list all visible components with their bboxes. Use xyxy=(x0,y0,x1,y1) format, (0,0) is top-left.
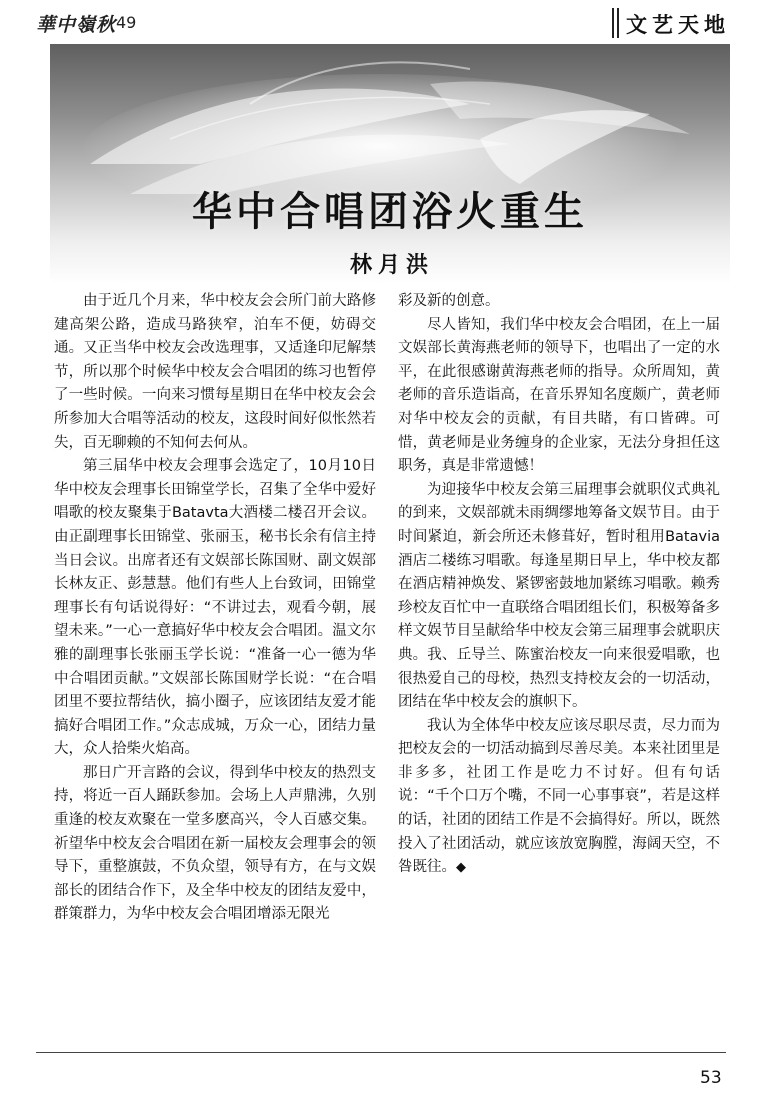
paragraph-continuation: 彩及新的创意。 xyxy=(398,293,500,309)
footer-divider xyxy=(36,1052,726,1053)
paragraph: 为迎接华中校友会第三届理事会就职仪式典礼的到来，文娱部就未雨绸缪地筹备文娱节目。由于时间紧迫，新会所还未修葺好，暂时租用Batavia酒店二楼练习唱歌。每逢星期日早上，华中校友都在酒店精神焕发、紧锣密鼓地加紧练习唱歌。赖秀珍校友百忙中一直联络合唱团组长们，积极筹备多样文娱节目呈献给华中校友会第三届理事会就职庆典。我、丘导兰、陈蜜治校友一向来很爱唱歌，也很热爱自己的母校，热烈支持校友会的一切活动，团结在华中校友会的旗帜下。 xyxy=(398,481,720,711)
left-column xyxy=(54,290,376,927)
page-number: 53 xyxy=(700,1068,722,1088)
end-diamond-icon: ◆ xyxy=(456,860,466,876)
paragraph: 尽人皆知，我们华中校友会合唱团，在上一届文娱部长黄海燕老师的领导下，也唱出了一定的水平，在此很感谢黄海燕老师的指导。众所周知，黄老师的音乐造诣高，在音乐界知名度颇广，黄老师对华中校友会的贡献，有目共睹，有口皆碑。可惜，黄老师是业务缠身的企业家，无法分身担任这职务，真是非常遗憾！ xyxy=(398,316,720,475)
magazine-logo: 華中嶺秋 xyxy=(36,14,117,36)
article-author: 林月洪 xyxy=(350,252,435,278)
section-title: 文艺天地 xyxy=(626,12,730,37)
paragraph-text: 我认为全体华中校友应该尽职尽责，尽力而为把校友会的一切活动搞到尽善尽美。本来社团里是非多多，社团工作是吃力不讨好。但有句话说：“千个口万个嘴，不同一心事事衰”，若是这样的话，社团的团结工作是不会搞得好。所以，既然投入了社团活动，就应该放宽胸膛，海阔天空，不咎既往。 xyxy=(398,717,720,876)
paragraph: 那日广开言路的会议，得到华中校友的热烈支持，将近一百人踊跃参加。会场上人声鼎沸，久别重逢的校友欢聚在一堂多麽高兴，令人百感交集。祈望华中校友会合唱团在新一届校友会理事会的领导下，重整旗鼓，不负众望，领导有方，在与文娱部长的团结合作下，及全华中校友的团结友爱中，群策群力，为华中校友会合唱团增添无限光 xyxy=(54,764,376,923)
right-column xyxy=(398,290,720,880)
paragraph: 由于近几个月来，华中校友会会所门前大路修建高架公路，造成马路狭窄，泊车不便，妨碍交通。又正当华中校友会改选理事，又适逢印尼解禁节，所以那个时候华中校友会合唱团的练习也暂停了一些时候。一向来习惯每星期日在华中校友会会所参加大合唱等活动的校友，这段时间好似怅然若失，百无聊赖的不知何去何从。 xyxy=(54,293,376,451)
article-title: 华中合唱团浴火重生 xyxy=(192,188,588,235)
section-divider-bars xyxy=(612,8,620,38)
paragraph-final xyxy=(398,715,720,880)
page-header xyxy=(0,0,760,44)
issue-number: 49 xyxy=(116,13,137,32)
paragraph: 第三届华中校友会理事会选定了，10月10日华中校友会理事长田锦堂学长，召集了全华中爱好唱歌的校友聚集于Batavta大酒楼二楼召开会议。由正副理事长田锦堂、张丽玉，秘书长余有信主持当日会议。出席者还有文娱部长陈国财、副文娱部长林友正、彭慧慧。他们有些人上台致词，田锦堂理事长有句话说得好：“不讲过去，观看今朝，展望未来。”一心一意搞好华中校友会合唱团。温文尔雅的副理事长张丽玉学长说：“准备一心一德为华中合唱团贡献。”文娱部长陈国财学长说：“在合唱团里不要拉帮结伙，搞小圈子，应该团结友爱才能搞好合唱团工作。”众志成城，万众一心，团结力量大，众人拾柴火焰高。 xyxy=(54,458,376,758)
